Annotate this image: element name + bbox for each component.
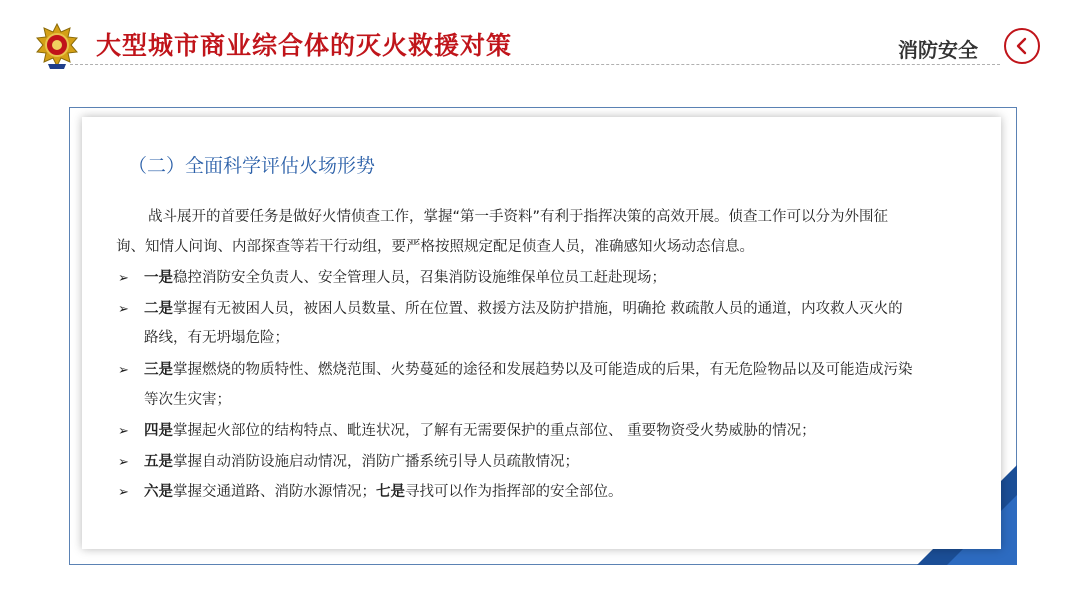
bullet-marker: ➢ <box>118 424 129 439</box>
bullet-marker: ➢ <box>118 485 129 500</box>
list-item: 一是稳控消防安全负责人、安全管理人员，召集消防设施维保单位员工赶赴现场； <box>144 270 666 286</box>
bullet-marker: ➢ <box>118 363 129 378</box>
list-item: 四是掌握起火部位的结构特点、毗连状况，了解有无需要保护的重点部位、 重要物资受火势威胁的情况； <box>144 423 816 439</box>
list-item: 六是掌握交通道路、消防水源情况；七是寻找可以作为指挥部的安全部位。 <box>144 484 623 500</box>
bullet-marker: ➢ <box>118 455 129 470</box>
page-title: 大型城市商业综合体的灭火救援对策 <box>96 31 513 60</box>
chevron-left-icon <box>1013 37 1031 55</box>
section-title: （二）全面科学评估火场形势 <box>128 155 376 177</box>
header-divider <box>70 64 1000 65</box>
list-item: 三是掌握燃烧的物质特性、燃烧范围、火势蔓延的途径和发展趋势以及可能造成的后果，有无危险物品以及可能造成污染 <box>144 362 913 378</box>
fire-rescue-emblem-icon <box>34 22 80 70</box>
list-item: 五是掌握自动消防设施启动情况，消防广播系统引导人员疏散情况； <box>144 454 579 470</box>
intro-line-1: 战斗展开的首要任务是做好火情侦查工作，掌握“第一手资料”有利于指挥决策的高效开展。侦查工作可以分为外围征 <box>148 209 889 225</box>
list-item: 二是掌握有无被困人员，被困人员数量、所在位置、救援方法及防护措施，明确抢 救疏散人员的通道，内攻救人灭火的 <box>144 301 903 317</box>
back-button[interactable] <box>1004 28 1040 64</box>
list-item-continuation: 路线，有无坍塌危险； <box>144 330 289 346</box>
intro-line-2: 询、知情人问询、内部探查等若干行动组，要严格按照规定配足侦查人员，准确感知火场动态信息。 <box>116 239 754 255</box>
list-item-continuation: 等次生灾害； <box>144 392 231 408</box>
bullet-marker: ➢ <box>118 302 129 317</box>
brand-label: 消防安全 <box>898 38 978 62</box>
bullet-marker: ➢ <box>118 271 129 286</box>
header-bar <box>0 0 1080 70</box>
